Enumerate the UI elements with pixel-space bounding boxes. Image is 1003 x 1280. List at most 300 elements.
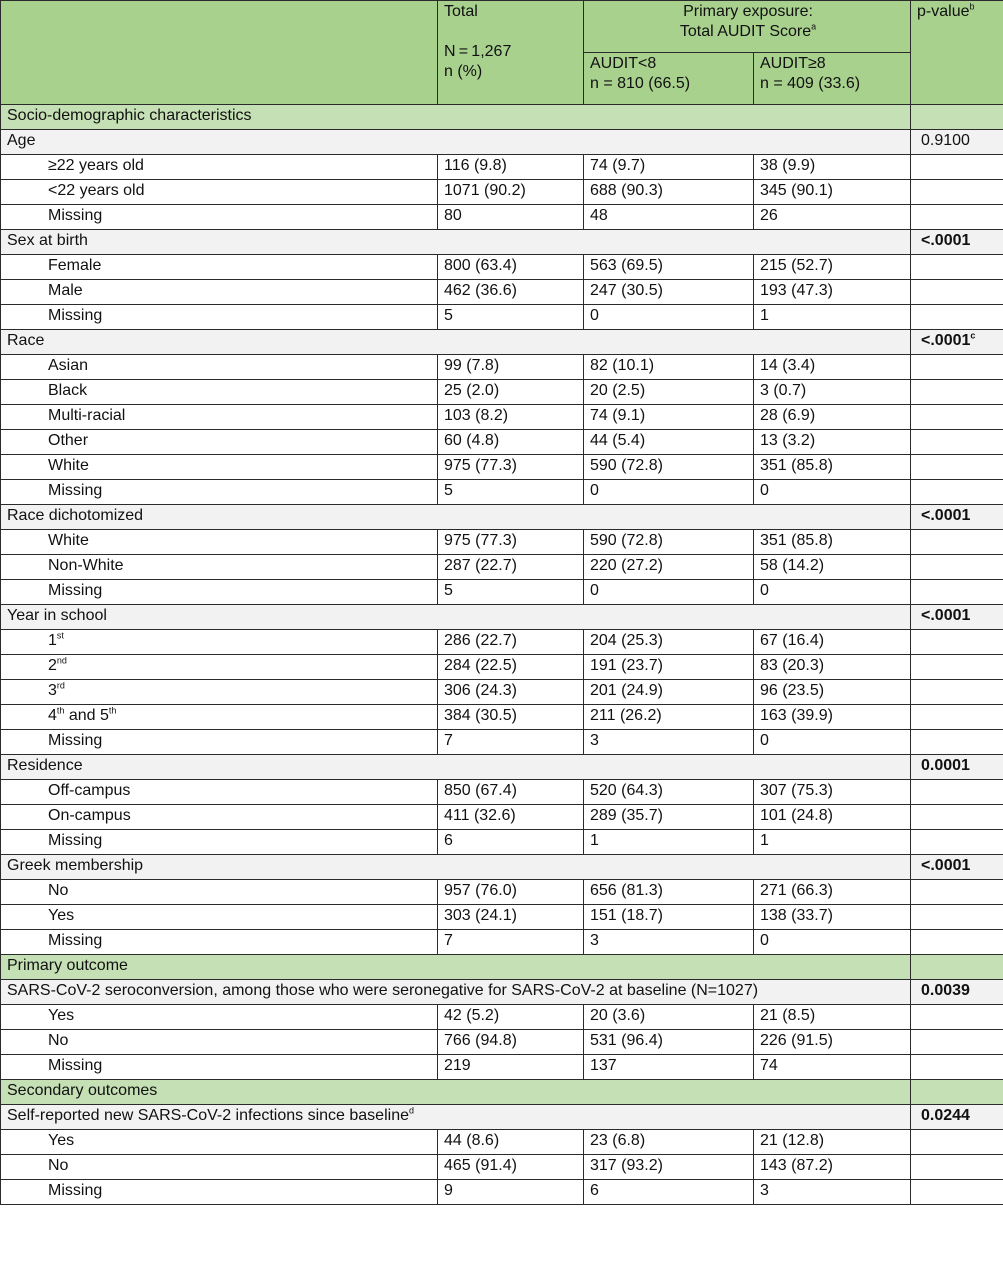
total-cell: 5 [438, 305, 584, 330]
row-label-superscript-2: th [108, 705, 117, 716]
row-label: Missing [48, 1182, 103, 1199]
row-label-cell [1, 780, 438, 805]
audit-ge8-cell: 143 (87.2) [754, 1155, 911, 1180]
total-cell: 1071 (90.2) [438, 180, 584, 205]
audit-lt8-cell: 220 (27.2) [584, 555, 754, 580]
variable-label-cell [1, 605, 911, 630]
total-cell: 411 (32.6) [438, 805, 584, 830]
audit-lt8-cell: 191 (23.7) [584, 655, 754, 680]
p-value: 0.0001 [921, 757, 970, 774]
row-label-cell [1, 380, 438, 405]
row-label-cell [1, 1155, 438, 1180]
total-cell: 7 [438, 930, 584, 955]
p-value-empty-cell [911, 580, 1003, 605]
row-label-cell [1, 530, 438, 555]
total-cell: 384 (30.5) [438, 705, 584, 730]
table-row [1, 380, 1003, 405]
table-row [1, 1180, 1003, 1205]
row-label: No [48, 882, 69, 899]
table-row [1, 630, 1003, 655]
p-value: <.0001 [921, 607, 971, 624]
variable-label-cell [1, 505, 911, 530]
audit-ge8-cell: 0 [754, 730, 911, 755]
row-label-cell [1, 405, 438, 430]
variable-label-cell [1, 230, 911, 255]
total-cell: 103 (8.2) [438, 405, 584, 430]
table-row [1, 705, 1003, 730]
p-value-empty-cell [911, 1180, 1003, 1205]
header-audit-lt8: AUDIT<8 [590, 55, 657, 72]
p-value-empty-cell [911, 405, 1003, 430]
total-cell: 60 (4.8) [438, 430, 584, 455]
table-row [1, 780, 1003, 805]
audit-lt8-cell: 563 (69.5) [584, 255, 754, 280]
table-row [1, 355, 1003, 380]
p-value-empty-cell [911, 655, 1003, 680]
audit-ge8-cell: 351 (85.8) [754, 455, 911, 480]
row-label-cell [1, 305, 438, 330]
total-cell: 44 (8.6) [438, 1130, 584, 1155]
row-label-cell [1, 930, 438, 955]
audit-lt8-cell: 590 (72.8) [584, 455, 754, 480]
variable-label-cell [1, 855, 911, 880]
row-label: White [48, 532, 89, 549]
audit-ge8-cell: 3 (0.7) [754, 380, 911, 405]
p-value-cell [911, 855, 1003, 880]
audit-ge8-cell: 58 (14.2) [754, 555, 911, 580]
section-pvalue-cell [911, 105, 1003, 130]
p-value-cell [911, 755, 1003, 780]
audit-lt8-cell: 3 [584, 730, 754, 755]
table-row [1, 1055, 1003, 1080]
total-cell: 975 (77.3) [438, 455, 584, 480]
variable-label: Race dichotomized [7, 507, 144, 524]
row-label: Missing [48, 207, 103, 224]
audit-lt8-cell: 247 (30.5) [584, 280, 754, 305]
row-label-cell [1, 580, 438, 605]
row-label: No [48, 1032, 69, 1049]
p-value: <.0001 [921, 332, 971, 349]
row-label-cell [1, 480, 438, 505]
total-cell: 5 [438, 480, 584, 505]
header-row-top [1, 1, 1003, 53]
header-exposure-line1: Primary exposure: [683, 3, 813, 20]
audit-lt8-cell: 656 (81.3) [584, 880, 754, 905]
p-value: 0.0039 [921, 982, 970, 999]
p-value-empty-cell [911, 1005, 1003, 1030]
audit-ge8-cell: 21 (12.8) [754, 1130, 911, 1155]
row-label-cell [1, 1005, 438, 1030]
p-value-empty-cell [911, 380, 1003, 405]
total-cell: 957 (76.0) [438, 880, 584, 905]
row-label: Male [48, 282, 83, 299]
variable-label: Greek membership [7, 857, 144, 874]
header-audit-ge8-cell [754, 53, 911, 105]
audit-lt8-cell: 0 [584, 580, 754, 605]
table-row [1, 680, 1003, 705]
p-value-empty-cell [911, 805, 1003, 830]
row-label-cell [1, 430, 438, 455]
p-value-empty-cell [911, 180, 1003, 205]
audit-ge8-cell: 138 (33.7) [754, 905, 911, 930]
total-cell: 7 [438, 730, 584, 755]
row-label: Missing [48, 732, 103, 749]
p-value-empty-cell [911, 555, 1003, 580]
header-audit-ge8: AUDIT≥8 [760, 55, 826, 72]
audit-lt8-cell: 137 [584, 1055, 754, 1080]
audit-lt8-cell: 151 (18.7) [584, 905, 754, 930]
total-cell: 42 (5.2) [438, 1005, 584, 1030]
audit-lt8-cell: 211 (26.2) [584, 705, 754, 730]
audit-lt8-cell: 289 (35.7) [584, 805, 754, 830]
section-label: Primary outcome [1, 955, 911, 980]
row-label-cell [1, 205, 438, 230]
variable-row [1, 755, 1003, 780]
audit-ge8-cell: 67 (16.4) [754, 630, 911, 655]
section-row [1, 955, 1003, 980]
p-value-empty-cell [911, 155, 1003, 180]
section-pvalue-cell [911, 955, 1003, 980]
row-label-cell [1, 630, 438, 655]
header-pvalue: p-value [917, 3, 970, 20]
variable-label: Year in school [7, 607, 107, 624]
audit-ge8-cell: 0 [754, 480, 911, 505]
row-label-cell [1, 705, 438, 730]
variable-row [1, 980, 1003, 1005]
row-label: No [48, 1157, 69, 1174]
total-cell: 766 (94.8) [438, 1030, 584, 1055]
row-label: Black [48, 382, 88, 399]
variable-row [1, 1105, 1003, 1130]
row-label-cell [1, 180, 438, 205]
audit-lt8-cell: 531 (96.4) [584, 1030, 754, 1055]
audit-lt8-cell: 23 (6.8) [584, 1130, 754, 1155]
variable-row [1, 130, 1003, 155]
audit-ge8-cell: 26 [754, 205, 911, 230]
table-row [1, 205, 1003, 230]
row-label: Yes [48, 1007, 75, 1024]
table-row [1, 1130, 1003, 1155]
p-value: <.0001 [921, 232, 971, 249]
row-label-cell [1, 805, 438, 830]
p-value-empty-cell [911, 830, 1003, 855]
row-label-cell [1, 155, 438, 180]
table-row [1, 805, 1003, 830]
row-label-superscript: st [56, 630, 64, 641]
audit-ge8-cell: 226 (91.5) [754, 1030, 911, 1055]
variable-label-cell [1, 330, 911, 355]
p-value-empty-cell [911, 305, 1003, 330]
total-cell: 800 (63.4) [438, 255, 584, 280]
table-row [1, 405, 1003, 430]
audit-ge8-cell: 307 (75.3) [754, 780, 911, 805]
variable-footnote: d [408, 1105, 414, 1116]
row-label: 1 [48, 632, 57, 649]
variable-row [1, 605, 1003, 630]
audit-ge8-cell: 0 [754, 930, 911, 955]
section-label: Socio-demographic characteristics [1, 105, 911, 130]
row-label-cell [1, 655, 438, 680]
header-label-cell [1, 1, 438, 105]
audit-lt8-cell: 20 (2.5) [584, 380, 754, 405]
row-label: Non-White [48, 557, 124, 574]
audit-lt8-cell: 74 (9.1) [584, 405, 754, 430]
row-label-cell [1, 730, 438, 755]
audit-ge8-cell: 215 (52.7) [754, 255, 911, 280]
header-audit-lt8-cell [584, 53, 754, 105]
audit-lt8-cell: 317 (93.2) [584, 1155, 754, 1180]
section-pvalue-cell [911, 1080, 1003, 1105]
row-label: Missing [48, 582, 103, 599]
table-row [1, 905, 1003, 930]
row-label: Missing [48, 932, 103, 949]
variable-label: SARS-CoV-2 seroconversion, among those who were seronegative for SARS-CoV-2 at baseline (N=1027) [7, 982, 759, 999]
audit-ge8-cell: 0 [754, 580, 911, 605]
row-label: Missing [48, 307, 103, 324]
header-audit-ge8-n: n = 409 (33.6) [760, 75, 861, 92]
p-value-empty-cell [911, 1155, 1003, 1180]
p-value-empty-cell [911, 930, 1003, 955]
audit-lt8-cell: 82 (10.1) [584, 355, 754, 380]
audit-ge8-cell: 351 (85.8) [754, 530, 911, 555]
table-row [1, 1005, 1003, 1030]
variable-row [1, 230, 1003, 255]
table-row [1, 730, 1003, 755]
row-label: Female [48, 257, 102, 274]
table-row [1, 255, 1003, 280]
audit-ge8-cell: 101 (24.8) [754, 805, 911, 830]
table-row [1, 280, 1003, 305]
audit-lt8-cell: 3 [584, 930, 754, 955]
row-label-continued: and 5 [64, 707, 109, 724]
audit-lt8-cell: 520 (64.3) [584, 780, 754, 805]
audit-ge8-cell: 1 [754, 305, 911, 330]
table-row [1, 580, 1003, 605]
total-cell: 25 (2.0) [438, 380, 584, 405]
audit-ge8-cell: 3 [754, 1180, 911, 1205]
p-value: <.0001 [921, 857, 971, 874]
p-value: <.0001 [921, 507, 971, 524]
header-total-title: Total [444, 3, 478, 20]
table-row [1, 180, 1003, 205]
p-value-empty-cell [911, 780, 1003, 805]
row-label: On-campus [48, 807, 131, 824]
table-row [1, 930, 1003, 955]
row-label: Missing [48, 482, 103, 499]
row-label-cell [1, 355, 438, 380]
total-cell: 850 (67.4) [438, 780, 584, 805]
audit-lt8-cell: 6 [584, 1180, 754, 1205]
header-exposure-footnote: a [811, 21, 817, 32]
p-value-empty-cell [911, 255, 1003, 280]
row-label: Yes [48, 1132, 75, 1149]
variable-label-cell [1, 130, 911, 155]
p-value-empty-cell [911, 630, 1003, 655]
header-exposure-cell [584, 1, 911, 53]
row-label: Yes [48, 907, 75, 924]
total-cell: 6 [438, 830, 584, 855]
header-exposure-line2: Total AUDIT Score [679, 23, 812, 40]
row-label-cell [1, 880, 438, 905]
total-cell: 80 [438, 205, 584, 230]
table-row [1, 480, 1003, 505]
audit-ge8-cell: 96 (23.5) [754, 680, 911, 705]
variable-row [1, 330, 1003, 355]
row-label: ≥22 years old [48, 157, 144, 174]
total-cell: 462 (36.6) [438, 280, 584, 305]
variable-label: Self-reported new SARS-CoV-2 infections since baseline [7, 1107, 409, 1124]
p-value-cell [911, 605, 1003, 630]
audit-lt8-cell: 20 (3.6) [584, 1005, 754, 1030]
audit-lt8-cell: 204 (25.3) [584, 630, 754, 655]
audit-lt8-cell: 1 [584, 830, 754, 855]
table-row [1, 1030, 1003, 1055]
p-value-cell [911, 980, 1003, 1005]
row-label: White [48, 457, 89, 474]
audit-ge8-cell: 38 (9.9) [754, 155, 911, 180]
variable-row [1, 855, 1003, 880]
audit-ge8-cell: 14 (3.4) [754, 355, 911, 380]
row-label: 3 [48, 682, 57, 699]
audit-lt8-cell: 48 [584, 205, 754, 230]
total-cell: 975 (77.3) [438, 530, 584, 555]
total-cell: 465 (91.4) [438, 1155, 584, 1180]
variable-label: Sex at birth [7, 232, 88, 249]
audit-lt8-cell: 0 [584, 480, 754, 505]
header-pvalue-footnote: b [969, 1, 975, 12]
table-row [1, 155, 1003, 180]
table-row [1, 305, 1003, 330]
table-row [1, 655, 1003, 680]
audit-ge8-cell: 193 (47.3) [754, 280, 911, 305]
audit-ge8-cell: 163 (39.9) [754, 705, 911, 730]
row-label-cell [1, 255, 438, 280]
p-value-empty-cell [911, 430, 1003, 455]
p-value-empty-cell [911, 1030, 1003, 1055]
table-row [1, 830, 1003, 855]
header-pvalue-cell [911, 1, 1003, 105]
total-cell: 219 [438, 1055, 584, 1080]
row-label-cell [1, 905, 438, 930]
row-label: Other [48, 432, 89, 449]
p-value-empty-cell [911, 205, 1003, 230]
audit-ge8-cell: 83 (20.3) [754, 655, 911, 680]
section-row [1, 1080, 1003, 1105]
row-label: <22 years old [48, 182, 145, 199]
audit-ge8-cell: 21 (8.5) [754, 1005, 911, 1030]
row-label-superscript: rd [56, 680, 65, 691]
row-label-cell [1, 1180, 438, 1205]
row-label-cell [1, 1130, 438, 1155]
audit-ge8-cell: 1 [754, 830, 911, 855]
total-cell: 303 (24.1) [438, 905, 584, 930]
p-value-empty-cell [911, 1130, 1003, 1155]
audit-lt8-cell: 590 (72.8) [584, 530, 754, 555]
audit-ge8-cell: 28 (6.9) [754, 405, 911, 430]
row-label-cell [1, 680, 438, 705]
p-value-empty-cell [911, 355, 1003, 380]
p-value-cell [911, 330, 1003, 355]
total-cell: 284 (22.5) [438, 655, 584, 680]
row-label: Off-campus [48, 782, 131, 799]
table-row [1, 880, 1003, 905]
table-row [1, 1155, 1003, 1180]
variable-label-cell [1, 755, 911, 780]
variable-label-cell [1, 1105, 911, 1130]
table-row [1, 530, 1003, 555]
audit-lt8-cell: 688 (90.3) [584, 180, 754, 205]
p-value-empty-cell [911, 455, 1003, 480]
table-row [1, 455, 1003, 480]
p-value-empty-cell [911, 1055, 1003, 1080]
total-cell: 9 [438, 1180, 584, 1205]
p-value-empty-cell [911, 730, 1003, 755]
p-value-empty-cell [911, 530, 1003, 555]
row-label-cell [1, 280, 438, 305]
total-cell: 99 (7.8) [438, 355, 584, 380]
variable-label: Race [7, 332, 45, 349]
row-label: 2 [48, 657, 57, 674]
p-value: 0.9100 [921, 132, 970, 149]
row-label-cell [1, 830, 438, 855]
p-value-empty-cell [911, 280, 1003, 305]
header-total-n: N = 1,267 [444, 43, 512, 60]
p-value-empty-cell [911, 905, 1003, 930]
row-label: Multi-racial [48, 407, 126, 424]
audit-lt8-cell: 0 [584, 305, 754, 330]
p-value-empty-cell [911, 880, 1003, 905]
section-label: Secondary outcomes [1, 1080, 911, 1105]
variable-label: Residence [7, 757, 83, 774]
audit-ge8-cell: 345 (90.1) [754, 180, 911, 205]
variable-label-cell [1, 980, 911, 1005]
row-label-cell [1, 455, 438, 480]
row-label-cell [1, 555, 438, 580]
p-value-cell [911, 505, 1003, 530]
section-row [1, 105, 1003, 130]
total-cell: 287 (22.7) [438, 555, 584, 580]
total-cell: 286 (22.7) [438, 630, 584, 655]
p-value-empty-cell [911, 680, 1003, 705]
row-label: Missing [48, 1057, 103, 1074]
p-value-footnote: c [970, 330, 976, 341]
audit-ge8-cell: 74 [754, 1055, 911, 1080]
audit-lt8-cell: 74 (9.7) [584, 155, 754, 180]
audit-lt8-cell: 44 (5.4) [584, 430, 754, 455]
p-value-cell [911, 130, 1003, 155]
p-value-empty-cell [911, 480, 1003, 505]
variable-label: Age [7, 132, 36, 149]
table-row [1, 430, 1003, 455]
table-row [1, 555, 1003, 580]
row-label-superscript: th [56, 705, 65, 716]
total-cell: 116 (9.8) [438, 155, 584, 180]
p-value-empty-cell [911, 705, 1003, 730]
row-label-cell [1, 1030, 438, 1055]
header-audit-lt8-n: n = 810 (66.5) [590, 75, 691, 92]
variable-row [1, 505, 1003, 530]
row-label: Missing [48, 832, 103, 849]
row-label: 4 [48, 707, 57, 724]
p-value-cell [911, 230, 1003, 255]
row-label: Asian [48, 357, 89, 374]
row-label-superscript: nd [56, 655, 67, 666]
total-cell: 5 [438, 580, 584, 605]
total-cell: 306 (24.3) [438, 680, 584, 705]
audit-lt8-cell: 201 (24.9) [584, 680, 754, 705]
p-value-cell [911, 1105, 1003, 1130]
row-label-cell [1, 1055, 438, 1080]
